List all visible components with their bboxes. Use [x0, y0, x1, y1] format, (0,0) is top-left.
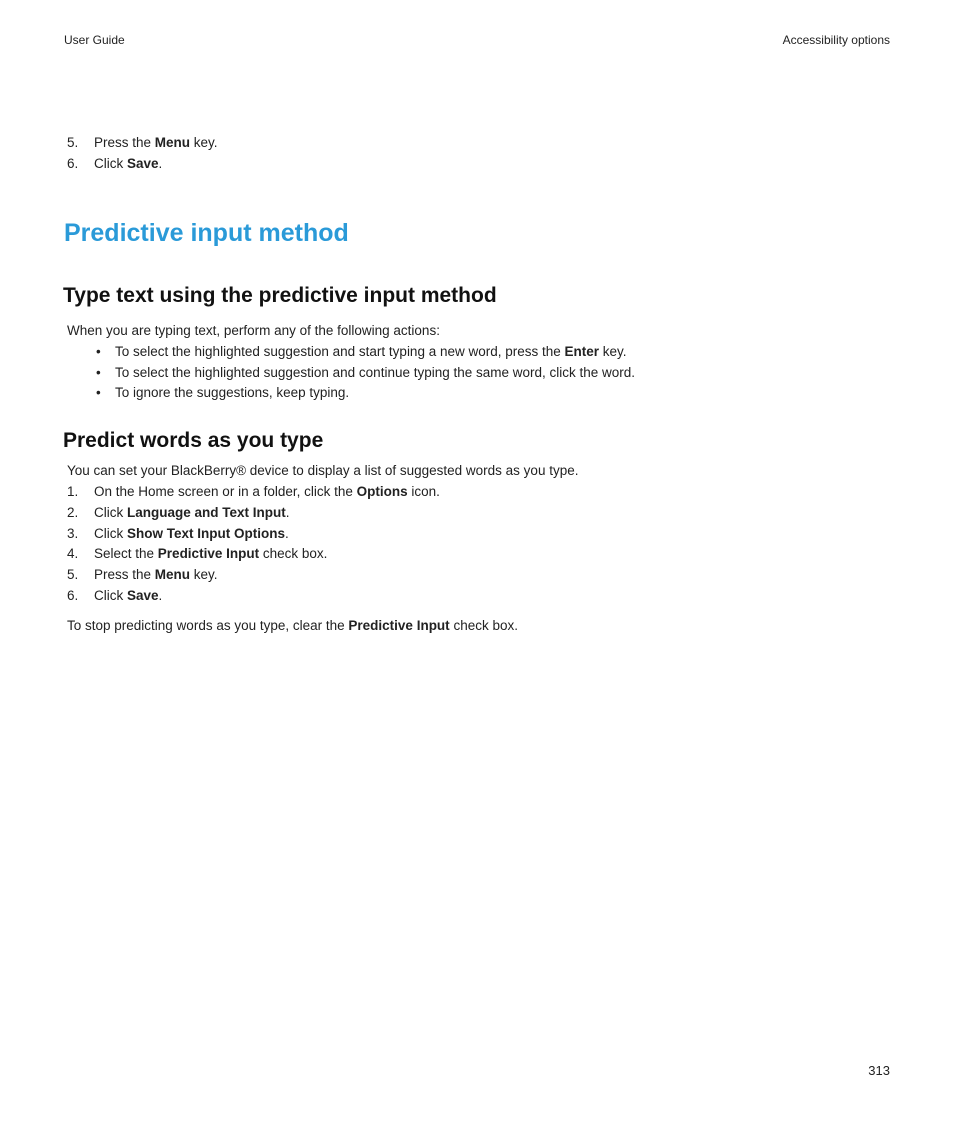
step-text: icon.: [407, 484, 440, 499]
step-text: key.: [190, 567, 218, 583]
list-item: [67, 544, 440, 565]
step-ui-term: Save: [127, 155, 159, 171]
step-text: Click: [94, 525, 127, 541]
page-number: 313: [868, 1063, 890, 1078]
step-text: Click: [94, 504, 127, 520]
predict-words-steps-list: [67, 482, 440, 607]
predict-words-intro: You can set your BlackBerry® device to display a list of suggested words as you type.: [67, 463, 579, 478]
step-ui-term: Language and Text Input: [127, 504, 286, 520]
step-ui-term: Predictive Input: [157, 546, 260, 562]
type-text-heading: Type text using the predictive input method: [63, 284, 497, 307]
type-text-intro: When you are typing text, perform any of the following actions:: [67, 323, 440, 338]
bullet-icon: •: [96, 364, 101, 380]
step-number: 6.: [67, 155, 79, 171]
step-text: Press the: [94, 135, 155, 150]
predict-words-heading: Predict words as you type: [63, 429, 324, 452]
previous-steps-list: [67, 133, 218, 175]
bullet-ui-term: Enter: [564, 344, 600, 359]
list-item: [96, 342, 635, 363]
step-number: 2.: [67, 504, 79, 520]
step-number: 5.: [67, 567, 79, 583]
step-text: Click: [94, 587, 127, 603]
step-ui-term: Save: [127, 587, 159, 603]
list-item: [67, 565, 440, 586]
step-text: .: [285, 504, 290, 520]
step-text: .: [158, 587, 163, 603]
note-text: check box.: [449, 618, 518, 633]
header-chapter-title: Accessibility options: [782, 33, 890, 47]
list-item: [67, 154, 218, 175]
type-text-bullet-list: [96, 342, 635, 404]
section-title: Predictive input method: [64, 219, 349, 247]
step-number: 3.: [67, 525, 79, 541]
step-text: Press the: [94, 567, 155, 583]
bullet-icon: •: [96, 385, 101, 400]
step-ui-term: Menu: [154, 135, 191, 150]
step-text: key.: [190, 135, 218, 150]
predict-words-note: [67, 616, 518, 636]
list-item: [67, 482, 440, 503]
list-item: [67, 133, 218, 154]
step-number: 6.: [67, 587, 79, 603]
step-text: On the Home screen or in a folder, click the: [94, 484, 357, 499]
step-number: 1.: [67, 484, 79, 499]
bullet-text: To ignore the suggestions, keep typing.: [115, 385, 350, 400]
list-item: [67, 586, 440, 607]
note-text: To stop predicting words as you type, clear the: [67, 618, 349, 633]
step-ui-term: Menu: [154, 567, 191, 583]
bullet-text: To select the highlighted suggestion and continue typing the same word, click the word.: [115, 364, 636, 380]
header-doc-title: User Guide: [64, 33, 125, 47]
page-header: [64, 33, 890, 49]
step-number: 4.: [67, 546, 79, 562]
list-item: [96, 363, 635, 384]
step-text: check box.: [259, 546, 328, 562]
bullet-text: key.: [599, 344, 627, 359]
step-text: .: [285, 525, 289, 541]
step-ui-term: Show Text Input Options: [127, 525, 285, 541]
note-ui-term: Predictive Input: [348, 618, 450, 633]
step-number: 5.: [67, 135, 79, 150]
bullet-icon: •: [96, 344, 101, 359]
step-text: Select the: [94, 546, 158, 562]
step-text: Click: [94, 155, 127, 171]
step-text: .: [158, 155, 163, 171]
list-item: [67, 524, 440, 545]
step-ui-term: Options: [356, 484, 408, 499]
list-item: [96, 383, 635, 404]
bullet-text: To select the highlighted suggestion and start typing a new word, press the: [115, 344, 565, 359]
list-item: [67, 503, 440, 524]
